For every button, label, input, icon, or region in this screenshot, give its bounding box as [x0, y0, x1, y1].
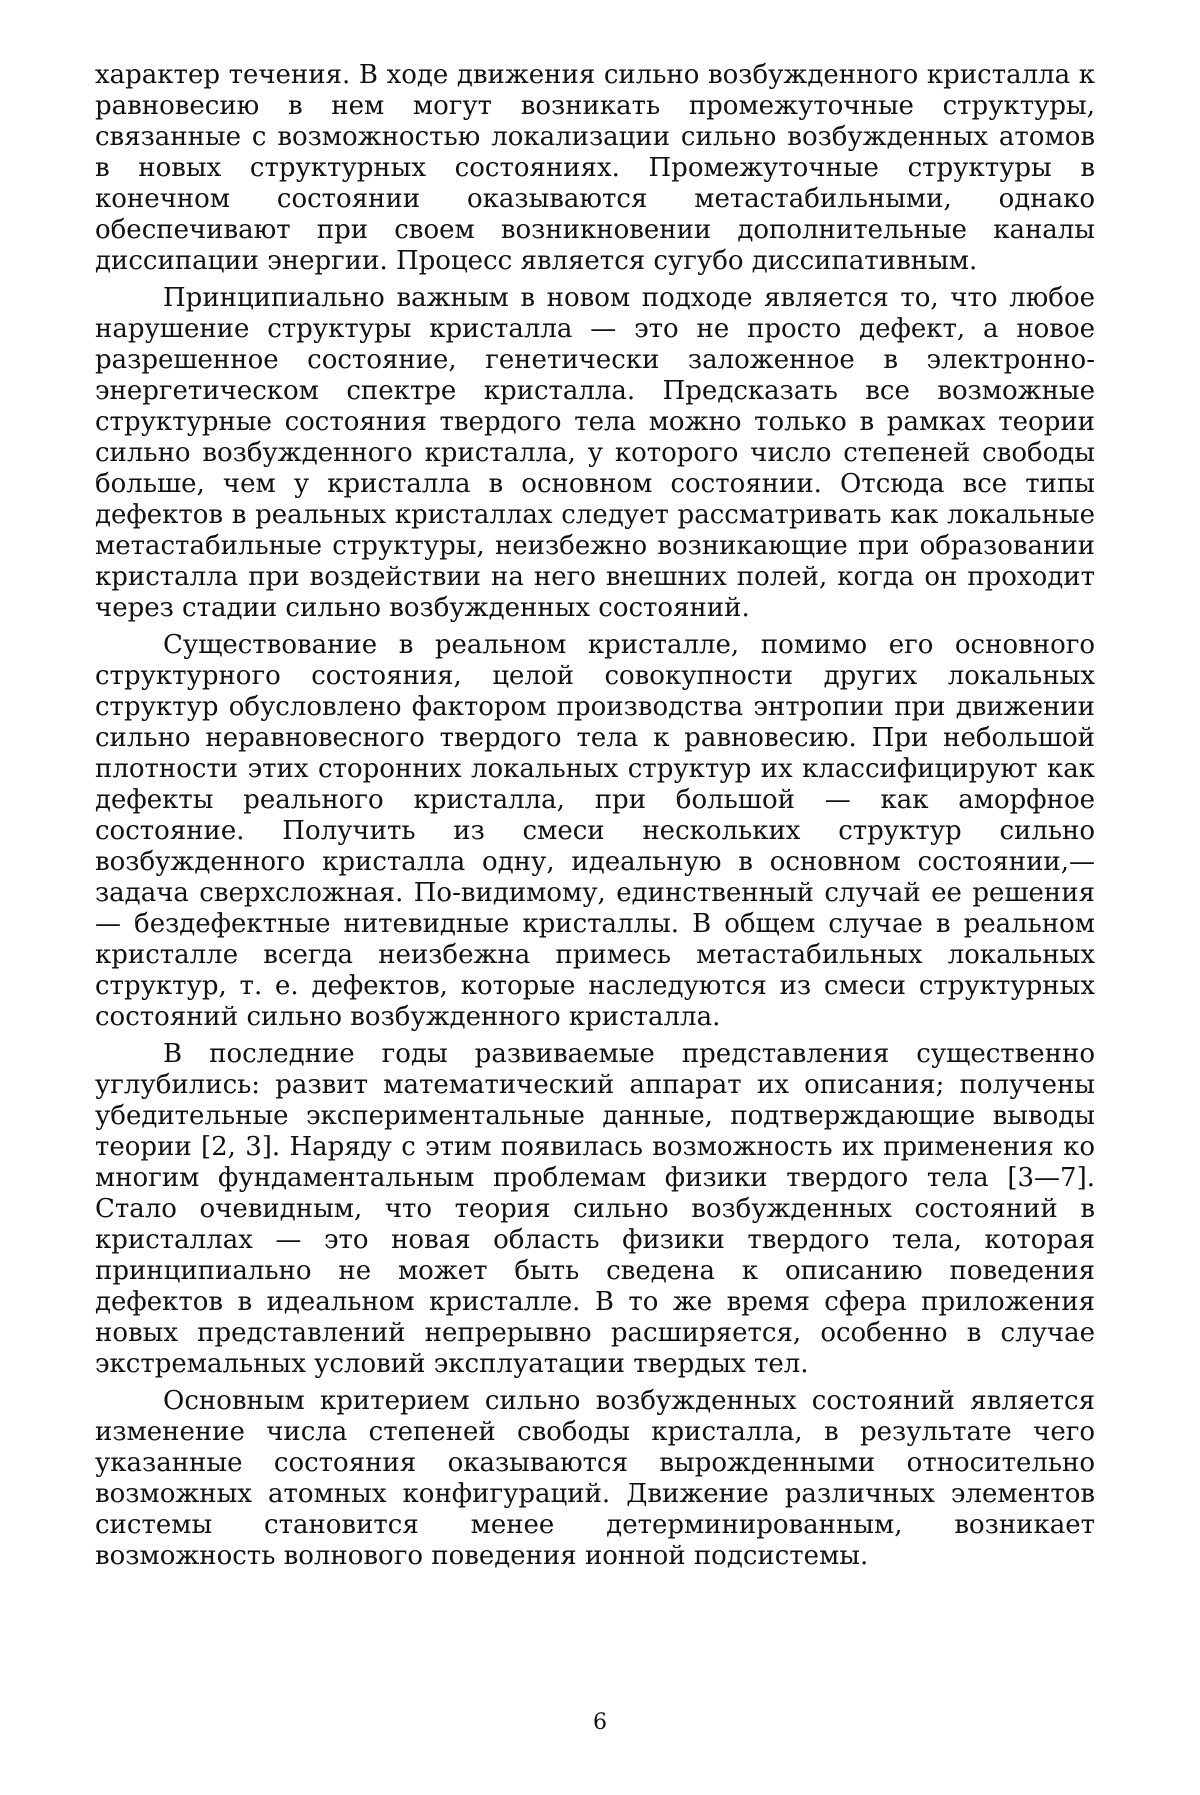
paragraph-5: Основным критерием сильно возбужденных состояний является изменение числа степеней свободы кристалла, в результате чего указанные состояния оказываются вырожденными относительно возможных атомных конфигураций. Движение различных элементов системы становится менее детерминированным, возникает возможность волнового поведения ионной подсистемы.: [95, 1386, 1095, 1571]
paragraph-1: характер течения. В ходе движения сильно возбужденного кристалла к равновесию в нем могут возникать промежуточные структуры, связанные с возможностью локализации сильно возбужденных атомов в новых структурных состояниях. Промежуточные структуры в конечном состоянии оказываются метастабильными, однако обеспечивают при своем возникновении дополнительные каналы диссипации энергии. Процесс является сугубо диссипативным.: [95, 60, 1095, 276]
paragraph-3: Существование в реальном кристалле, помимо его основного структурного состояния, целой совокупности других локальных структур обусловлено фактором производства энтропии при движении сильно неравновесного твердого тела к равновесию. При небольшой плотности этих сторонних локальных структур их классифицируют как дефекты реального кристалла, при большой — как аморфное состояние. Получить из смеси нескольких структур сильно возбужденного кристалла одну, идеальную в основном состоянии,— задача сверхсложная. По-видимому, единственный случай ее решения — бездефектные нитевидные кристаллы. В общем случае в реальном кристалле всегда неизбежна примесь метастабильных локальных структур, т. е. дефектов, которые наследуются из смеси структурных состояний сильно возбужденного кристалла.: [95, 630, 1095, 1032]
page-body: [95, 60, 1095, 1572]
page-number: 6: [593, 1710, 607, 1735]
paragraph-4: В последние годы развиваемые представления существенно углубились: развит математический аппарат их описания; получены убедительные экспериментальные данные, подтверждающие выводы теории [2, 3]. Наряду с этим появилась возможность их применения ко многим фундаментальным проблемам физики твердого тела [3—7]. Стало очевидным, что теория сильно возбужденных состояний в кристаллах — это новая область физики твердого тела, которая принципиально не может быть сведена к описанию поведения дефектов в идеальном кристалле. В то же время сфера приложения новых представлений непрерывно расширяется, особенно в случае экстремальных условий эксплуатации твердых тел.: [95, 1039, 1095, 1379]
paragraph-2: Принципиально важным в новом подходе является то, что любое нарушение структуры кристалла — это не просто дефект, а новое разрешенное состояние, генетически заложенное в электронно-энергетическом спектре кристалла. Предсказать все возможные структурные состояния твердого тела можно только в рамках теории сильно возбужденного кристалла, у которого число степеней свободы больше, чем у кристалла в основном состоянии. Отсюда все типы дефектов в реальных кристаллах следует рассматривать как локальные метастабильные структуры, неизбежно возникающие при образовании кристалла при воздействии на него внешних полей, когда он проходит через стадии сильно возбужденных состояний.: [95, 283, 1095, 623]
